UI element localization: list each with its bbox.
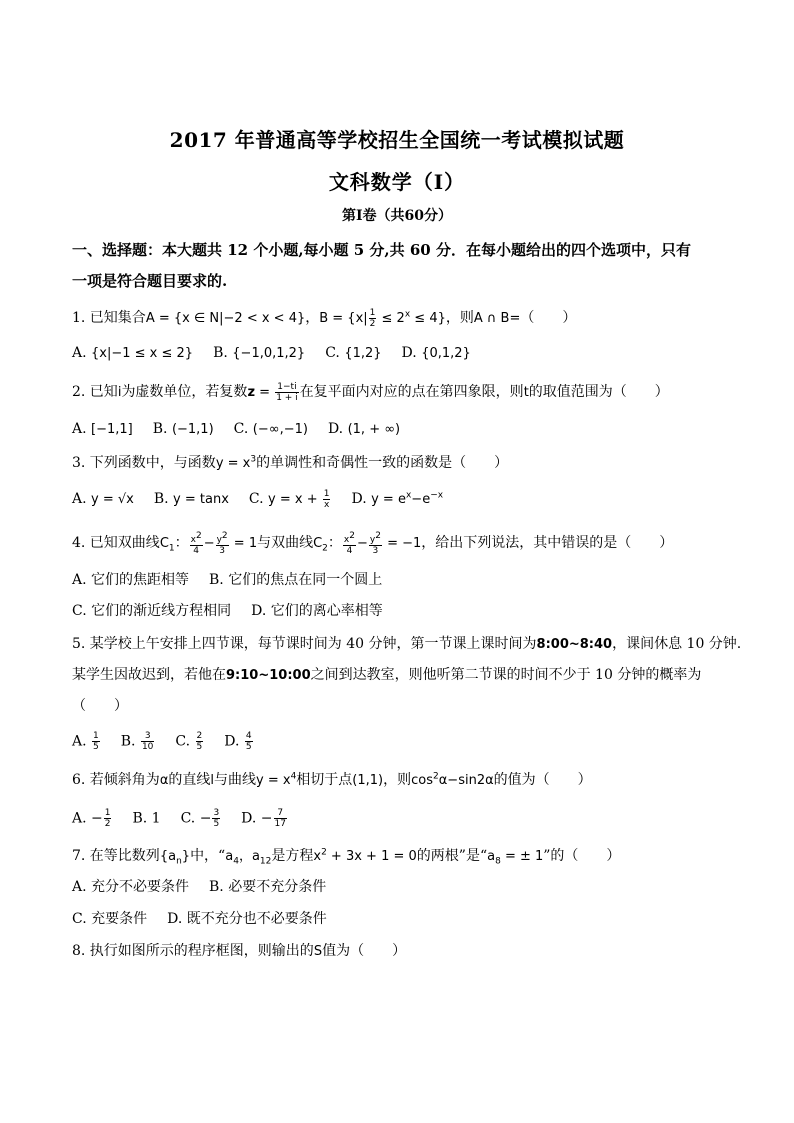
section-instructions-line-2: 一项是符合题目要求的.: [72, 272, 228, 290]
section-instructions-line-1: 一、选择题：本大题共 12 个小题,每小题 5 分,共 60 分．在每小题给出的四个选项中，只有: [72, 241, 691, 259]
question-7-stem: 7. 在等比数列$\{a_n\}$中，“$a_4$，$a_{12}$是方程$x^2 + 3x + 1 = 0$的两根”是“$a_8$ = ± 1”的（ ）: [72, 847, 621, 867]
question-4-stem: 4. 已知双曲线$C_1$： $\frac{x^2}{4}$ − $\frac{y^2}{3}$ = 1与双曲线$C_2$： $\frac{x^2}{4}$ − $\frac{y^2}{3}$ = −1，给出下列说法，其中错误的是（ ）: [72, 531, 674, 556]
question-5-options: A. $\frac{1}{5}$ B. $\frac{3}{10}$ C. $\frac{2}{5}$ D. $\frac{4}{5}$: [72, 731, 252, 752]
question-4-options-cd: C. 它们的渐近线方程相同 D. 它们的离心率相等: [72, 603, 383, 619]
question-6-options: A. − $\frac{1}{2}$ B. 1 C. − $\frac{3}{5}$ D. − $\frac{7}{17}$: [72, 808, 286, 829]
question-5-stem-line-3: （ ）: [72, 698, 128, 714]
volume-heading: 第Ⅰ卷（共60分）: [341, 208, 453, 224]
question-8-stem: 8. 执行如图所示的程序框图，则输出的S值为（ ）: [72, 943, 407, 959]
question-2-options: A. [−1,1] B. (−1,1) C. (−∞,−1) D. (1, + ∞): [72, 421, 401, 437]
question-6-stem: 6. 若倾斜角为α的直线l与曲线$y = x^4$相切于点(1,1)，则$\cos^2\alpha-\sin 2\alpha$的值为（ ）: [72, 771, 592, 788]
question-1-options: A. {x|−1 ≤ x ≤ 2} B. {−1,0,1,2} C. {1,2} D. {0,1,2}: [72, 345, 471, 361]
exam-subtitle: 文科数学（Ⅰ）: [328, 170, 466, 194]
question-3-options: A. y = √x B. y = tanx C. y = x + $\frac{1}{x}$ D. $y = e^x-e^{-x}$: [72, 489, 444, 510]
question-7-options-cd: C. 充要条件 D. 既不充分也不必要条件: [72, 911, 327, 927]
question-1-stem: 1. 已知集合A = {x ∈ N|−2 < x < 4}，B = {x| $\frac{1}{2}$ ≤ $2^x \le 4$}，则A ∩ B=（ ）: [72, 308, 577, 329]
question-7-options-ab: A. 充分不必要条件 B. 必要不充分条件: [72, 879, 327, 895]
question-5-stem-line-2: 某学生因故迟到，若他在9:10~10:00之间到达教室，则他听第二节课的时间不少于 10 分钟的概率为: [72, 667, 702, 683]
question-4-options-ab: A. 它们的焦距相等 B. 它们的焦点在同一个圆上: [72, 572, 383, 588]
question-5-stem-line-1: 5. 某学校上午安排上四节课，每节课时间为 40 分钟，第一节课上课时间为8:00~8:40，课间休息 10 分钟.: [72, 636, 742, 652]
question-3-stem: 3. 下列函数中，与函数$y = x^3$的单调性和奇偶性一致的函数是（ ）: [72, 454, 509, 471]
exam-title: 2017 年普通高等学校招生全国统一考试模拟试题: [169, 128, 625, 152]
question-2-stem: 2. 已知i为虚数单位，若复数z = $\frac{1-ti}{1 + i}$ 在复平面内对应的点在第四象限，则t的取值范围为（ ）: [72, 382, 669, 403]
